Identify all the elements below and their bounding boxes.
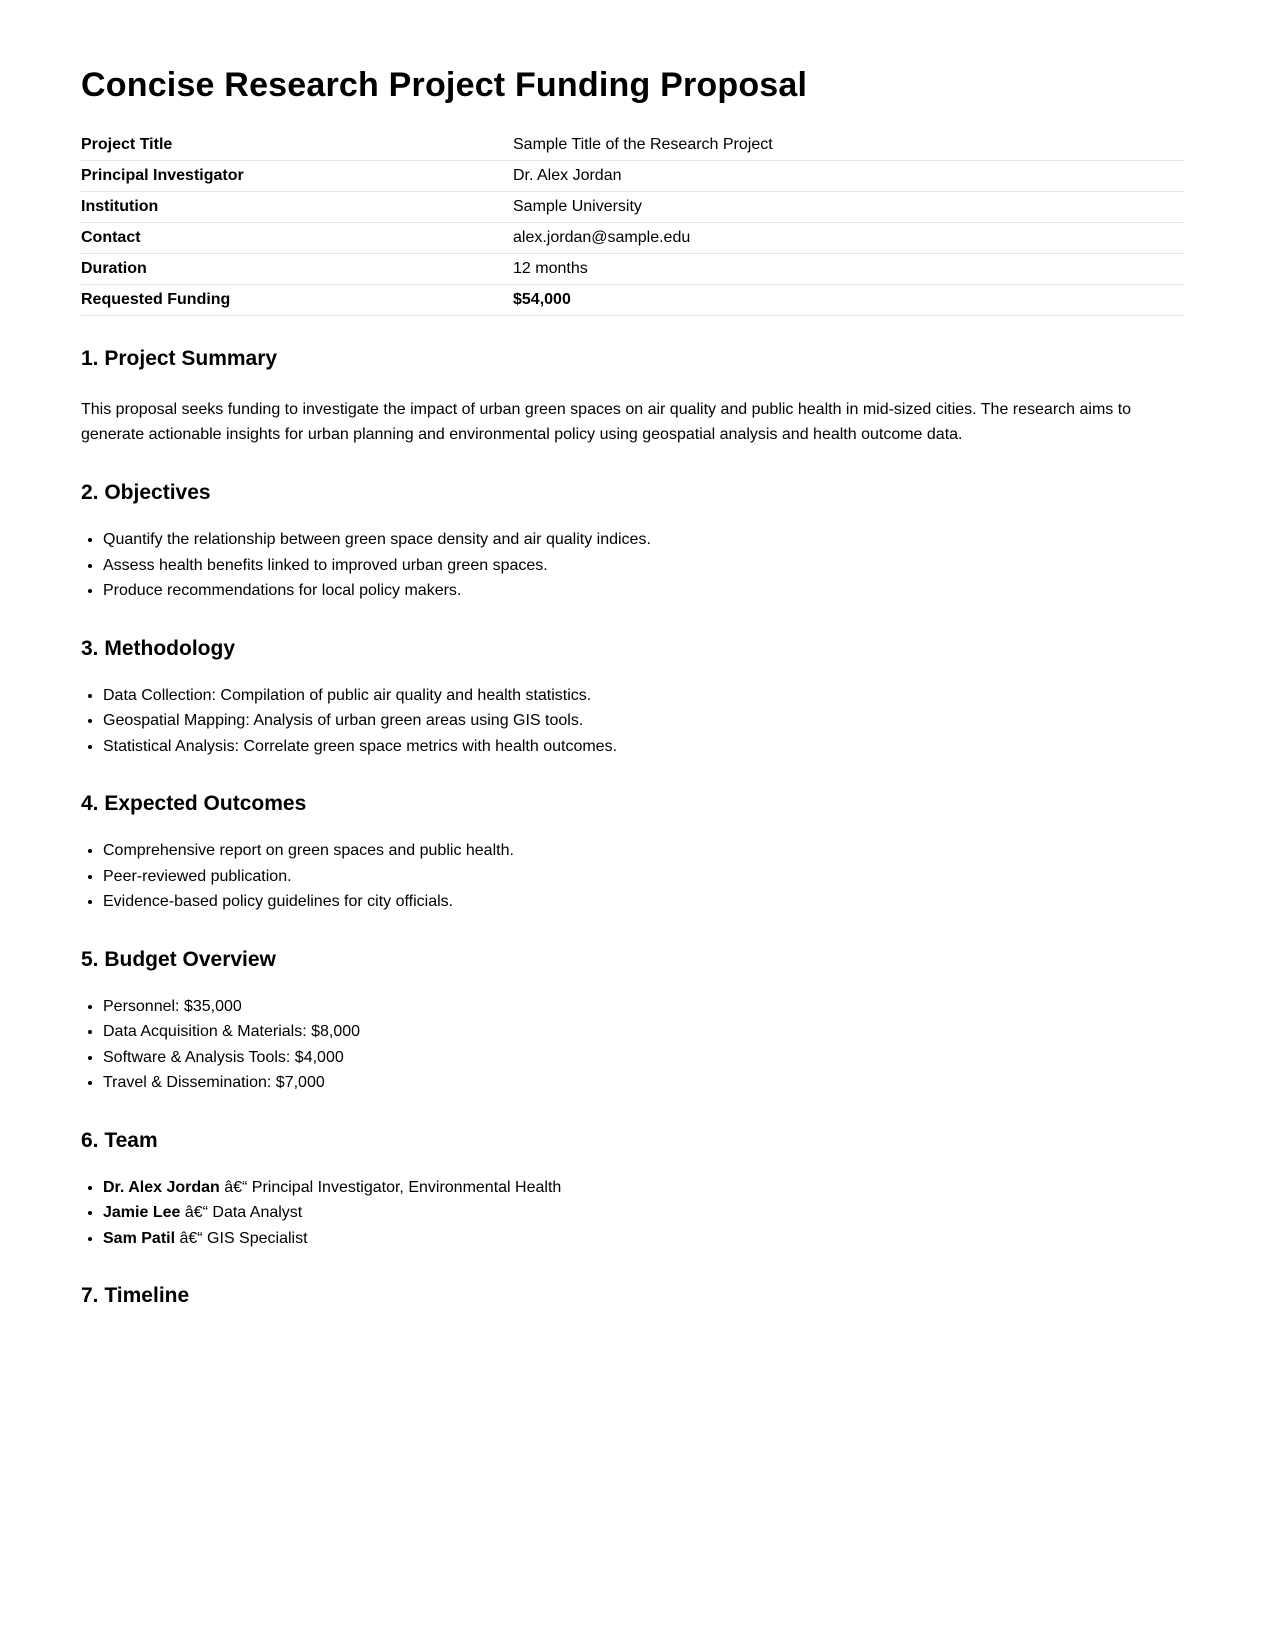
objectives-list <box>81 527 1185 604</box>
table-row-requested-funding <box>81 285 1185 316</box>
list-item: • Geospatial Mapping: Analysis of urban green areas using GIS tools. <box>103 708 1185 734</box>
section-objectives <box>81 478 1185 604</box>
team-list <box>81 1175 1185 1252</box>
list-item: • Produce recommendations for local policy makers. <box>103 578 1185 604</box>
section-budget-overview <box>81 945 1185 1096</box>
row-value: Sample University <box>513 192 1185 223</box>
list-item: • Statistical Analysis: Correlate green space metrics with health outcomes. <box>103 734 1185 760</box>
section-heading: 4. Expected Outcomes <box>81 792 307 815</box>
list-item: • Travel & Dissemination: $7,000 <box>103 1070 1185 1096</box>
section-heading: 7. Timeline <box>81 1284 190 1302</box>
section-heading: 1. Project Summary <box>81 347 278 370</box>
section-project-summary <box>81 344 1185 447</box>
list-item: • Evidence-based policy guidelines for city officials. <box>103 889 1185 915</box>
row-value: alex.jordan@sample.edu <box>513 223 1185 254</box>
row-label: Project Title <box>81 130 513 161</box>
list-item: • Personnel: $35,000 <box>103 994 1185 1020</box>
section-methodology <box>81 634 1185 760</box>
table-row-principal-investigator <box>81 161 1185 192</box>
list-item: • Software & Analysis Tools: $4,000 <box>103 1045 1185 1071</box>
table-row-institution <box>81 192 1185 223</box>
section-team <box>81 1126 1185 1252</box>
table-row-project-title <box>81 130 1185 161</box>
sections <box>81 344 1185 1302</box>
summary-paragraph: This proposal seeks funding to investigate the impact of urban green spaces on air quality and public health in mid-sized cities. The research aims to generate actionable insights for urban planning and environmental policy using geospatial analysis and health outcome data. <box>81 401 1132 443</box>
team-member <box>103 1226 1185 1252</box>
budget-list <box>81 994 1185 1096</box>
list-item: • Data Collection: Compilation of public air quality and health statistics. <box>103 683 1185 709</box>
table-row-duration <box>81 254 1185 285</box>
list-item: • Quantify the relationship between green space density and air quality indices. <box>103 527 1185 553</box>
team-member <box>103 1200 1185 1226</box>
row-label: Requested Funding <box>81 285 513 316</box>
row-value: Dr. Alex Jordan <box>513 161 1185 192</box>
document-content <box>81 0 1185 1302</box>
member-name: Sam Patil <box>103 1229 176 1247</box>
methodology-list <box>81 683 1185 760</box>
member-name: Dr. Alex Jordan <box>103 1178 220 1196</box>
row-value: $54,000 <box>513 285 1185 316</box>
list-item: • Assess health benefits linked to improved urban green spaces. <box>103 553 1185 579</box>
row-value: Sample Title of the Research Project <box>513 130 1185 161</box>
member-name: Jamie Lee <box>103 1204 181 1221</box>
member-role: â€“ Principal Investigator, Environmental Health <box>219 1178 562 1196</box>
section-timeline <box>81 1281 1185 1302</box>
row-value: 12 months <box>513 254 1185 285</box>
page-title: Concise Research Project Funding Proposal <box>81 66 808 104</box>
section-expected-outcomes <box>81 789 1185 915</box>
member-role: â€“ GIS Specialist <box>175 1229 308 1247</box>
section-heading: 5. Budget Overview <box>81 947 276 971</box>
member-role: â€“ Data Analyst <box>180 1204 303 1221</box>
section-heading: 3. Methodology <box>81 636 235 660</box>
row-label: Duration <box>81 254 513 285</box>
list-item: • Comprehensive report on green spaces and public health. <box>103 838 1185 864</box>
row-label: Principal Investigator <box>81 161 513 192</box>
row-label: Institution <box>81 192 513 223</box>
table-row-contact <box>81 223 1185 254</box>
row-label: Contact <box>81 223 513 254</box>
project-info-table <box>81 130 1185 316</box>
section-heading: 6. Team <box>81 1128 158 1152</box>
outcomes-list <box>81 838 1185 915</box>
section-heading: 2. Objectives <box>81 481 211 504</box>
list-item: • Data Acquisition & Materials: $8,000 <box>103 1019 1185 1045</box>
team-member <box>103 1175 1185 1201</box>
list-item: • Peer-reviewed publication. <box>103 864 1185 890</box>
